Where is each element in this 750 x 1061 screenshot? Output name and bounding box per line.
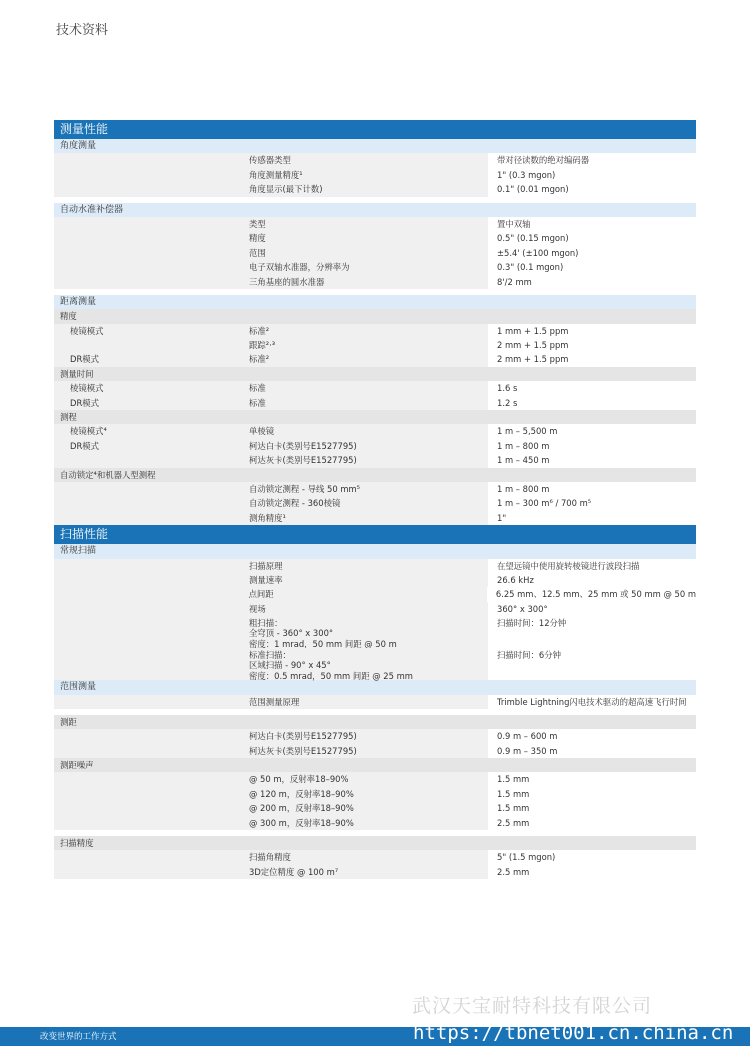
parameter-cell: 柯达灰卡(类别号E1527795) <box>239 453 488 467</box>
spec-row <box>54 453 696 467</box>
parameter-cell: @ 200 m，反射率18–90% <box>239 801 488 815</box>
category-cell: 棱镜模式 <box>54 381 239 395</box>
parameter-cell: 传感器类型 <box>239 153 488 167</box>
category-cell: 常规扫描 <box>60 546 97 557</box>
spec-row <box>54 865 696 879</box>
parameter-cell: 单棱镜 <box>239 424 488 438</box>
category-cell: 测量时间 <box>60 368 94 379</box>
value-cell: 0.9 m – 600 m <box>488 729 696 743</box>
spec-row <box>54 816 696 830</box>
group-row <box>54 295 696 309</box>
category-cell <box>54 453 239 467</box>
category-cell: 自动锁定⁴和机器人型测程 <box>60 469 156 480</box>
category-cell: DR模式 <box>54 352 239 366</box>
watermark-url: https://tbnet001.cn.china.cn <box>413 1022 734 1044</box>
value-cell: 5" (1.5 mgon) <box>488 850 696 864</box>
value-cell <box>488 468 696 482</box>
category-cell: 距离测量 <box>60 296 97 307</box>
parameter-cell: 柯达白卡(类别号E1527795) <box>239 439 488 453</box>
value-cell: 1 m – 300 m⁶ / 700 m⁵ <box>488 496 696 510</box>
spec-row <box>54 168 696 182</box>
category-cell <box>54 648 239 680</box>
spec-row <box>54 573 696 587</box>
parameter-cell: 三角基座的圆水准器 <box>239 275 488 289</box>
parameter-cell <box>239 410 488 424</box>
value-cell: 扫描时间：12分钟 <box>488 616 696 648</box>
spec-table <box>54 120 696 879</box>
category-cell <box>54 729 239 743</box>
group-row <box>54 715 696 729</box>
category-cell <box>54 573 239 587</box>
value-cell: 2.5 mm <box>488 865 696 879</box>
spec-row <box>54 424 696 438</box>
parameter-cell <box>239 295 488 309</box>
category-cell <box>54 744 239 758</box>
value-cell <box>488 544 696 558</box>
value-cell <box>488 203 696 217</box>
value-cell: 扫描时间：6分钟 <box>488 648 696 680</box>
value-cell <box>488 836 696 850</box>
value-cell: 26.6 kHz <box>488 573 696 587</box>
spec-row <box>54 744 696 758</box>
parameter-cell <box>239 715 488 729</box>
category-cell <box>54 865 239 879</box>
category-cell <box>54 616 239 648</box>
spec-row <box>54 648 696 680</box>
parameter-cell: 扫描原理 <box>239 559 488 573</box>
category-cell: DR模式 <box>54 396 239 410</box>
spec-row <box>54 772 696 786</box>
value-cell: 0.1" (0.01 mgon) <box>488 182 696 196</box>
value-cell <box>488 309 696 323</box>
parameter-cell: 角度测量精度¹ <box>239 168 488 182</box>
section-header: 扫描性能 <box>54 525 696 544</box>
parameter-cell <box>239 367 488 381</box>
spec-row <box>54 729 696 743</box>
category-cell <box>54 182 239 196</box>
parameter-cell <box>239 758 488 772</box>
watermark-company: 武汉天宝耐特科技有限公司 <box>412 995 653 1017</box>
value-cell: 2.5 mm <box>488 816 696 830</box>
category-cell <box>54 275 239 289</box>
parameter-cell: 粗扫描： 全穹顶 - 360° x 300° 密度：1 mrad，50 mm 间距 @ 50 m <box>239 616 488 648</box>
parameter-cell <box>239 203 488 217</box>
group-row <box>54 309 696 323</box>
value-cell <box>488 367 696 381</box>
value-cell: 1 m – 800 m <box>488 482 696 496</box>
category-cell: 棱镜模式⁴ <box>54 424 239 438</box>
parameter-cell: 标准 <box>239 396 488 410</box>
parameter-cell <box>239 468 488 482</box>
group-row <box>54 203 696 217</box>
parameter-cell: 范围测量原理 <box>239 695 488 709</box>
value-cell: 6.25 mm、12.5 mm、25 mm 或 50 mm @ 50 m <box>487 587 696 601</box>
spec-row <box>54 559 696 573</box>
category-cell <box>54 559 239 573</box>
category-cell <box>54 482 239 496</box>
spec-row <box>54 352 696 366</box>
parameter-cell: 扫描角精度 <box>239 850 488 864</box>
value-cell: 1.5 mm <box>488 787 696 801</box>
parameter-cell: 精度 <box>239 231 488 245</box>
value-cell: 8'/2 mm <box>488 275 696 289</box>
spec-row <box>54 381 696 395</box>
spec-row <box>54 616 696 648</box>
category-cell <box>54 850 239 864</box>
value-cell: 1 mm + 1.5 ppm <box>488 324 696 338</box>
value-cell: 0.5" (0.15 mgon) <box>488 231 696 245</box>
value-cell <box>488 295 696 309</box>
parameter-cell <box>239 836 488 850</box>
category-cell <box>54 587 239 601</box>
spec-row <box>54 801 696 815</box>
spec-row <box>54 695 696 709</box>
parameter-cell: @ 300 m，反射率18–90% <box>239 816 488 830</box>
value-cell <box>488 139 696 153</box>
parameter-cell: 自动锁定测程 - 导线 50 mm⁵ <box>239 482 488 496</box>
parameter-cell: 类型 <box>239 217 488 231</box>
category-cell <box>54 772 239 786</box>
category-cell: 角度测量 <box>60 141 97 151</box>
spec-row <box>54 153 696 167</box>
parameter-cell <box>239 680 488 694</box>
group-row <box>54 410 696 424</box>
spec-row <box>54 324 696 338</box>
value-cell: 1 m – 800 m <box>488 439 696 453</box>
parameter-cell: 电子双轴水准器，分辨率为 <box>239 260 488 274</box>
page-header-title: 技术资料 <box>56 23 109 38</box>
footer-slogan: 改变世界的工作方式 <box>40 1032 117 1042</box>
parameter-cell: 标准² <box>239 324 488 338</box>
parameter-cell: 测角精度¹ <box>239 511 488 525</box>
category-cell: 测程 <box>60 412 77 423</box>
category-cell <box>54 338 239 352</box>
value-cell: 1 m – 5,500 m <box>488 424 696 438</box>
spec-row <box>54 587 696 601</box>
value-cell <box>488 680 696 694</box>
group-row <box>54 367 696 381</box>
group-row <box>54 139 696 153</box>
spec-row <box>54 787 696 801</box>
category-cell <box>54 496 239 510</box>
category-cell: 范围测量 <box>60 682 97 693</box>
category-cell <box>54 246 239 260</box>
group-row <box>54 758 696 772</box>
value-cell <box>488 758 696 772</box>
parameter-cell: @ 50 m，反射率18–90% <box>239 772 488 786</box>
parameter-cell: @ 120 m，反射率18–90% <box>239 787 488 801</box>
category-cell: DR模式 <box>54 439 239 453</box>
spec-row <box>54 602 696 616</box>
category-cell: 测距噪声 <box>60 760 94 771</box>
value-cell: 置中双轴 <box>488 217 696 231</box>
spec-row <box>54 396 696 410</box>
parameter-cell: 测量速率 <box>239 573 488 587</box>
category-cell <box>54 787 239 801</box>
spec-row <box>54 246 696 260</box>
spec-row <box>54 496 696 510</box>
category-cell <box>54 153 239 167</box>
value-cell: 1 m – 450 m <box>488 453 696 467</box>
category-cell: 棱镜模式 <box>54 324 239 338</box>
value-cell: 1.5 mm <box>488 772 696 786</box>
category-cell <box>54 511 239 525</box>
parameter-cell: 点间距 <box>239 587 487 601</box>
parameter-cell: 3D定位精度 @ 100 m⁷ <box>239 865 488 879</box>
value-cell: 2 mm + 1.5 ppm <box>488 352 696 366</box>
category-cell <box>54 231 239 245</box>
parameter-cell: 柯达白卡(类别号E1527795) <box>239 729 488 743</box>
parameter-cell: 标准² <box>239 352 488 366</box>
parameter-cell <box>239 544 488 558</box>
parameter-cell: 视场 <box>239 602 488 616</box>
spec-row <box>54 182 696 196</box>
spec-row <box>54 511 696 525</box>
parameter-cell: 跟踪²·³ <box>239 338 488 352</box>
value-cell: ±5.4' (±100 mgon) <box>488 246 696 260</box>
value-cell: 1.5 mm <box>488 801 696 815</box>
value-cell: 2 mm + 1.5 ppm <box>488 338 696 352</box>
parameter-cell: 标准 <box>239 381 488 395</box>
category-cell: 扫描精度 <box>60 838 94 849</box>
parameter-cell <box>239 139 488 153</box>
spec-row <box>54 338 696 352</box>
value-cell: 0.3" (0.1 mgon) <box>488 260 696 274</box>
group-row <box>54 544 696 558</box>
group-row <box>54 468 696 482</box>
parameter-cell: 柯达灰卡(类别号E1527795) <box>239 744 488 758</box>
category-cell <box>54 602 239 616</box>
parameter-cell: 自动锁定测程 - 360棱镜 <box>239 496 488 510</box>
value-cell: 带对径读数的绝对编码器 <box>488 153 696 167</box>
group-row <box>54 836 696 850</box>
value-cell: 1.6 s <box>488 381 696 395</box>
category-cell: 测距 <box>60 716 77 727</box>
value-cell: 1.2 s <box>488 396 696 410</box>
spec-row <box>54 482 696 496</box>
parameter-cell: 标准扫描： 区域扫描 - 90° x 45° 密度：0.5 mrad，50 mm 间距 @ 25 mm <box>239 648 488 680</box>
parameter-cell <box>239 309 488 323</box>
value-cell: 1" (0.3 mgon) <box>488 168 696 182</box>
section-header: 测量性能 <box>54 120 696 139</box>
category-cell <box>54 801 239 815</box>
category-cell <box>54 816 239 830</box>
spec-row <box>54 439 696 453</box>
parameter-cell: 范围 <box>239 246 488 260</box>
spec-row <box>54 275 696 289</box>
spec-row <box>54 260 696 274</box>
category-cell <box>54 695 239 709</box>
category-cell <box>54 168 239 182</box>
category-cell: 自动水准补偿器 <box>60 204 124 215</box>
value-cell: 0.9 m – 350 m <box>488 744 696 758</box>
spec-row <box>54 217 696 231</box>
value-cell: 1" <box>488 511 696 525</box>
category-cell <box>54 217 239 231</box>
value-cell: 在望远镜中使用旋转棱镜进行波段扫描 <box>488 559 696 573</box>
value-cell: Trimble Lightning闪电技术驱动的超高速飞行时间 <box>488 695 696 709</box>
spec-row <box>54 231 696 245</box>
category-cell <box>54 260 239 274</box>
value-cell: 360° x 300° <box>488 602 696 616</box>
parameter-cell: 角度显示(最下计数) <box>239 182 488 196</box>
spec-row <box>54 850 696 864</box>
group-row <box>54 680 696 694</box>
value-cell <box>488 715 696 729</box>
value-cell <box>488 410 696 424</box>
category-cell: 精度 <box>60 311 77 322</box>
